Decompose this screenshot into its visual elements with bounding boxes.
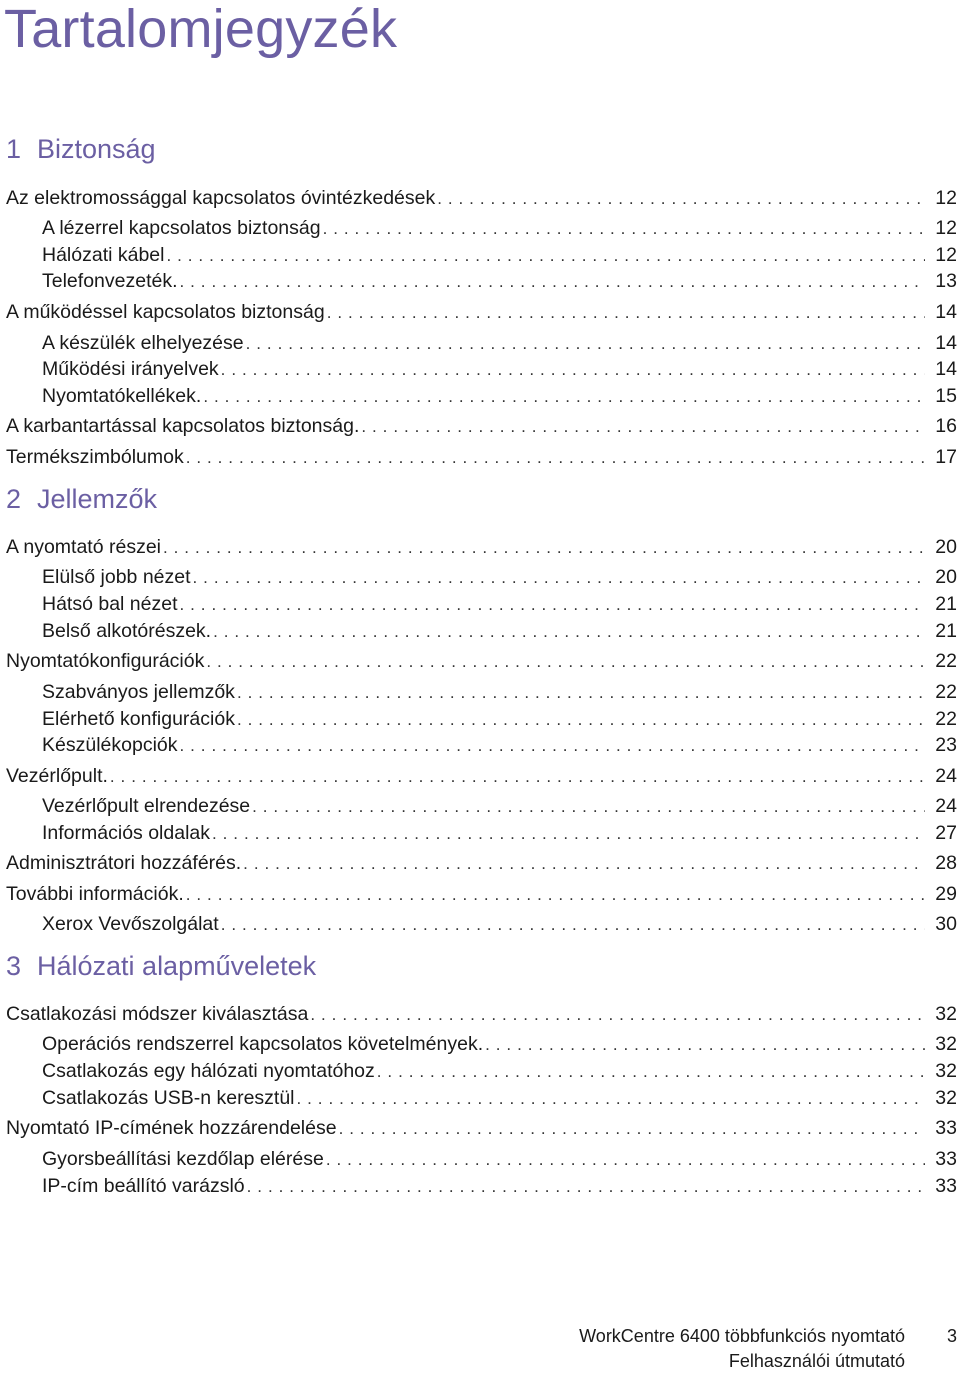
page-title: Tartalomjegyzék xyxy=(4,0,398,59)
toc-page-number: 24 xyxy=(935,765,957,787)
toc-entry-label: IP-cím beállító varázsló xyxy=(42,1175,245,1197)
toc-entry-label: Szabványos jellemzők xyxy=(42,681,235,703)
footer-page-number: 3 xyxy=(946,1326,957,1346)
toc-entry-label: Termékszimbólumok xyxy=(6,446,184,468)
dot-leader xyxy=(212,822,925,846)
dot-leader xyxy=(213,620,925,644)
toc-page-number: 32 xyxy=(935,1003,957,1025)
dot-leader xyxy=(237,681,925,705)
dot-leader xyxy=(377,1060,925,1084)
toc-entry-label: Készülékopciók xyxy=(42,734,178,756)
toc-entry-label: Hátsó bal nézet xyxy=(42,593,178,615)
toc-page-number: 28 xyxy=(935,852,957,874)
toc-entry[interactable] xyxy=(42,1174,960,1198)
dot-leader xyxy=(193,566,925,590)
toc-entry-label: Csatlakozás USB-n keresztül xyxy=(42,1087,295,1109)
toc-page-number: 17 xyxy=(935,446,957,468)
toc-page-number: 12 xyxy=(935,244,957,266)
toc-entry[interactable] xyxy=(42,216,960,240)
dot-leader xyxy=(252,795,925,819)
dot-leader xyxy=(110,765,925,789)
toc-entry-label: Nyomtatókonfigurációk xyxy=(6,650,205,672)
dot-leader xyxy=(203,385,925,409)
toc-page-number: 20 xyxy=(935,536,957,558)
toc-entry-label: Telefonvezeték. xyxy=(42,270,178,292)
toc-page-number: 32 xyxy=(935,1033,957,1055)
toc-page-number: 14 xyxy=(935,358,957,380)
chapter-number: 1 xyxy=(6,134,22,164)
toc-entry-label: Csatlakozás egy hálózati nyomtatóhoz xyxy=(42,1060,375,1082)
chapter-heading[interactable] xyxy=(6,134,156,165)
chapter-title: Hálózati alapműveletek xyxy=(37,951,317,981)
toc-entry[interactable] xyxy=(42,1086,960,1110)
toc-entry[interactable] xyxy=(6,649,960,673)
dot-leader xyxy=(221,358,925,382)
toc-entry-label: Elérhető konfigurációk xyxy=(42,708,235,730)
chapter-title: Biztonság xyxy=(37,134,156,164)
dot-leader xyxy=(180,270,925,294)
dot-leader xyxy=(310,1003,925,1027)
toc-entry-label: Nyomtatókellékek. xyxy=(42,385,202,407)
dot-leader xyxy=(163,536,925,560)
toc-page-number: 32 xyxy=(935,1087,957,1109)
toc-page-number: 24 xyxy=(935,795,957,817)
toc-entry[interactable] xyxy=(42,821,960,845)
toc-entry[interactable] xyxy=(42,733,960,757)
toc-page-number: 14 xyxy=(935,301,957,323)
toc-page-number: 22 xyxy=(935,650,957,672)
toc-entry-label: A karbantartással kapcsolatos biztonság. xyxy=(6,415,360,437)
toc-entry-label: Xerox Vevőszolgálat xyxy=(42,913,219,935)
toc-entry-label: Vezérlőpult. xyxy=(6,765,108,787)
dot-leader xyxy=(361,415,925,439)
dot-leader xyxy=(323,217,925,241)
toc-entry-label: Vezérlőpult elrendezése xyxy=(42,795,251,817)
dot-leader xyxy=(246,332,925,356)
toc-entry-label: A nyomtató részei xyxy=(6,536,161,558)
toc-entry-label: Hálózati kábel xyxy=(42,244,165,266)
toc-entry[interactable] xyxy=(42,243,960,267)
toc-entry-label: Nyomtató IP-címének hozzárendelése xyxy=(6,1117,337,1139)
toc-page-number: 23 xyxy=(935,734,957,756)
toc-page-number: 21 xyxy=(935,620,957,642)
toc-entry-label: Adminisztrátori hozzáférés. xyxy=(6,852,242,874)
toc-entry[interactable] xyxy=(42,1059,960,1083)
dot-leader xyxy=(206,650,925,674)
toc-entry[interactable] xyxy=(42,357,960,381)
toc-page-number: 22 xyxy=(935,708,957,730)
chapter-title: Jellemzők xyxy=(37,484,158,514)
toc-page-number: 33 xyxy=(935,1175,957,1197)
dot-leader xyxy=(180,593,925,617)
dot-leader xyxy=(237,708,925,732)
footer-guide-title: Felhasználói útmutató xyxy=(728,1351,905,1371)
toc-entry-label: Csatlakozási módszer kiválasztása xyxy=(6,1003,309,1025)
toc-entry[interactable] xyxy=(42,619,960,643)
toc-entry[interactable] xyxy=(6,186,960,210)
toc-entry[interactable] xyxy=(6,300,960,324)
toc-page-number: 14 xyxy=(935,332,957,354)
toc-page-number: 32 xyxy=(935,1060,957,1082)
toc-page-number: 21 xyxy=(935,593,957,615)
toc-entry[interactable] xyxy=(42,269,960,293)
toc-entry[interactable] xyxy=(6,1002,960,1026)
toc-entry[interactable] xyxy=(42,707,960,731)
toc-entry-label: A lézerrel kapcsolatos biztonság xyxy=(42,217,321,239)
toc-page-number: 30 xyxy=(935,913,957,935)
toc-entry[interactable] xyxy=(42,1032,960,1056)
toc-entry-label: A készülék elhelyezése xyxy=(42,332,244,354)
toc-entry[interactable] xyxy=(42,912,960,936)
toc-entry-label: Információs oldalak xyxy=(42,822,210,844)
toc-page-number: 29 xyxy=(935,883,957,905)
toc-entry[interactable] xyxy=(6,851,960,875)
chapter-heading[interactable] xyxy=(6,951,316,982)
toc-page-number: 12 xyxy=(935,217,957,239)
toc-page-number: 20 xyxy=(935,566,957,588)
dot-leader xyxy=(186,446,925,470)
toc-entry[interactable] xyxy=(42,1147,960,1171)
dot-leader xyxy=(437,187,925,211)
dot-leader xyxy=(180,734,926,758)
dot-leader xyxy=(247,1175,925,1199)
toc-page-number: 22 xyxy=(935,681,957,703)
footer-product: WorkCentre 6400 többfunkciós nyomtató xyxy=(579,1326,905,1346)
page-footer xyxy=(579,1324,957,1374)
dot-leader xyxy=(166,244,925,268)
toc-page-number: 13 xyxy=(935,270,957,292)
chapter-number: 2 xyxy=(6,484,22,514)
toc-page-number: 33 xyxy=(935,1117,957,1139)
toc-page-number: 15 xyxy=(935,385,957,407)
toc-entry[interactable] xyxy=(42,794,960,818)
chapter-number: 3 xyxy=(6,951,22,981)
toc-entry[interactable] xyxy=(42,592,960,616)
toc-page-number: 16 xyxy=(935,415,957,437)
toc-entry[interactable] xyxy=(6,414,960,438)
toc-entry-label: Belső alkotórészek. xyxy=(42,620,212,642)
toc-entry[interactable] xyxy=(6,535,960,559)
toc-entry-label: A működéssel kapcsolatos biztonság xyxy=(6,301,325,323)
dot-leader xyxy=(339,1117,925,1141)
dot-leader xyxy=(485,1033,925,1057)
toc-entry-label: További információk. xyxy=(6,883,184,905)
toc-entry[interactable] xyxy=(6,764,960,788)
toc-page-number: 12 xyxy=(935,187,957,209)
chapter-heading[interactable] xyxy=(6,484,157,515)
toc-entry[interactable] xyxy=(6,1116,960,1140)
toc-entry[interactable] xyxy=(6,445,960,469)
dot-leader xyxy=(326,1148,925,1172)
toc-entry-label: Működési irányelvek xyxy=(42,358,219,380)
toc-entry[interactable] xyxy=(6,882,960,906)
dot-leader xyxy=(243,852,925,876)
toc-entry-label: Elülső jobb nézet xyxy=(42,566,191,588)
toc-page-number: 33 xyxy=(935,1148,957,1170)
toc-entry-label: Gyorsbeállítási kezdőlap elérése xyxy=(42,1148,324,1170)
dot-leader xyxy=(327,301,925,325)
toc-entry[interactable] xyxy=(42,680,960,704)
toc-entry[interactable] xyxy=(42,384,960,408)
dot-leader xyxy=(186,883,925,907)
toc-entry[interactable] xyxy=(42,565,960,589)
toc-page-number: 27 xyxy=(935,822,957,844)
toc-entry[interactable] xyxy=(42,331,960,355)
dot-leader xyxy=(297,1087,925,1111)
dot-leader xyxy=(221,913,925,937)
toc-entry-label: Az elektromossággal kapcsolatos óvintézkedések xyxy=(6,187,436,209)
toc-entry-label: Operációs rendszerrel kapcsolatos követelmények. xyxy=(42,1033,484,1055)
